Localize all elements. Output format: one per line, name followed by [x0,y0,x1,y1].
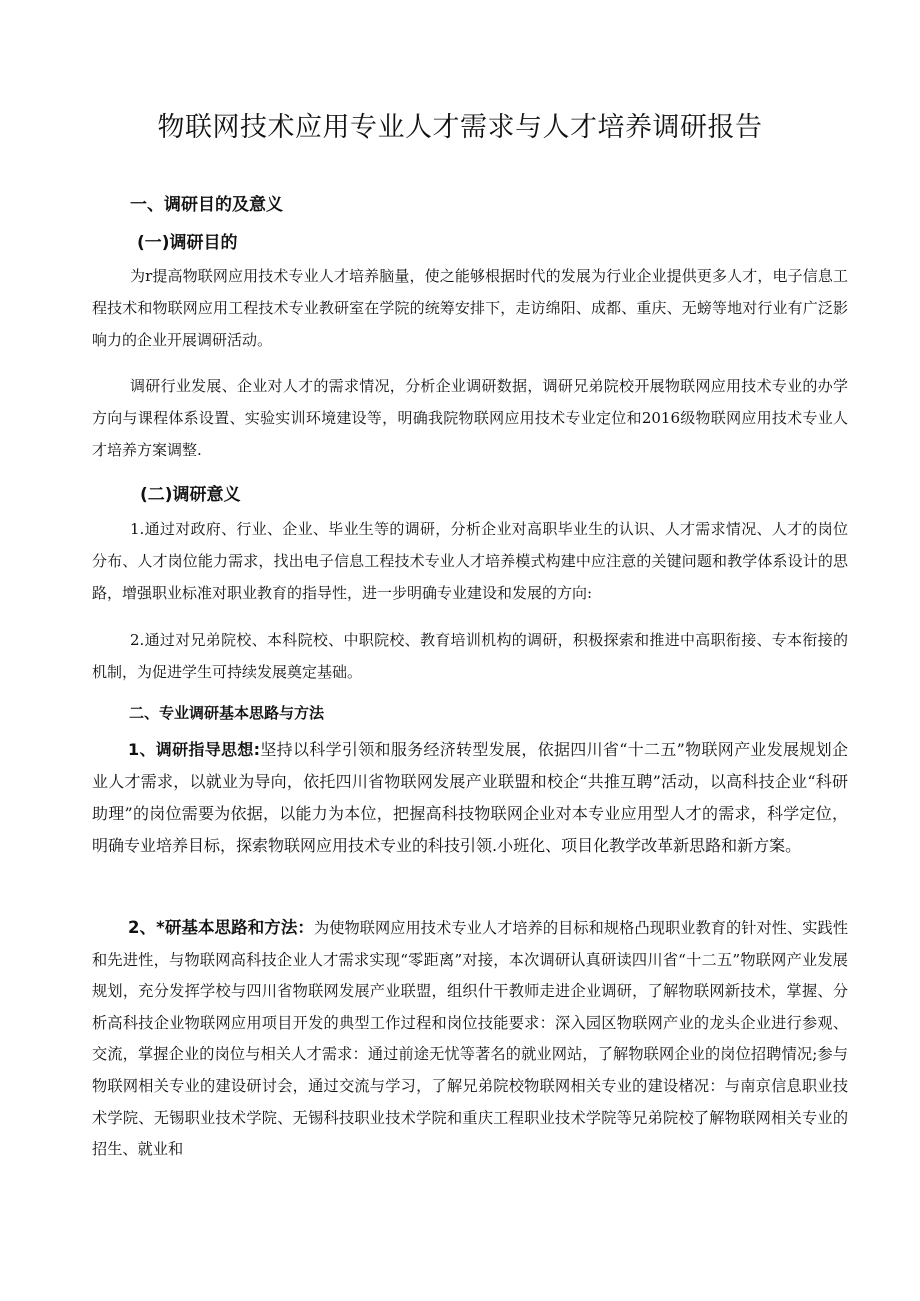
section-heading-approach-methods: 二、专业调研基本思路与方法 [129,704,325,722]
paragraph-guiding-idea [92,734,848,862]
paragraph-lead-guiding-idea: 1、调研指导思想: [128,740,261,759]
paragraph-significance-2: 2.通过对兄弟院校、本科院校、中职院校、教育培训机构的调研，积极探索和推进中高职衔接、专本衔接的机制，为促进学生可持续发展奠定基础。 [92,631,848,681]
paragraph-body-guiding-idea: 坚持以科学引领和服务经济转型发展，依据四川省“十二五”物联网产业发展规划企业人才需求，以就业为导向，依托四川省物联网发展产业联盟和校企“共推互聘”活动，以高科技企业“科研助理”的岗位需要为依据，以能力为本位，把握高科技物联网企业对本专业应用型人才的需求，科学定位，明确专业培养目标，探索物联网应用技术专业的科技引领.小班化、项目化教学改革新思路和新方案。 [92,740,848,855]
paragraph-lead-approach-methods: 2、*研基本思路和方法： [128,918,314,937]
paragraph-approach-methods [92,912,848,1202]
subheading-purpose: (一)调研目的 [137,233,238,253]
subheading-significance: (二)调研意义 [140,485,241,505]
paragraph-purpose-intro: 为r提高物联网应用技术专业人才培养脑量，使之能够根据时代的发展为行业企业提供更多人才，电子信息工程技术和物联网应用工程技术专业教研室在学院的统筹安排下，走访绵阳、成都、重庆、无螃等地对行业有广泛影响力的企业开展调研活动。 [92,267,848,349]
section-heading-purpose-significance: 一、调研目的及意义 [130,195,283,215]
paragraph-body-approach-methods: 为使物联网应用技术专业人才培养的目标和规格凸现职业教育的针对性、实践性和先进性，与物联网高科技企业人才需求实现“零距离”对接，本次调研认真研读四川省“十二五”物联网产业发展规划，充分发挥学校与四川省物联网发展产业联盟，组织什干教师走进企业调研，了解物联网新技术，掌握、分析高科技企业物联网应用项目开发的典型工作过程和岗位技能要求：深入园区物联网产业的龙头企业进行参观、交流，掌握企业的岗位与相关人才需求：通过前途无忧等著名的就业网站，了解物联网企业的岗位招聘情况;参与物联网相关专业的建设研讨会，通过交流与学习，了解兄弟院校物联网相关专业的建设楮况：与南京信息职业技术学院、无锡职业技术学院、无锡科技职业技术学院和重庆工程职业技术学院等兄弟院校了解物联网相关专业的招生、就业和 [92,919,848,1159]
paragraph-purpose-details: 调研行业发展、企业对人才的需求情况，分析企业调研数据，调研兄弟院校开展物联网应用技术专业的办学方向与课程体系设置、实验实训环境建设等，明确我院物联网应用技术专业定位和2016级物联网应用技术专业人才培养方案调整. [92,377,848,459]
document-title: 物联网技术应用专业人才需求与人才培养调研报告 [157,112,763,143]
paragraph-significance-1: 1.通过对政府、行业、企业、毕业生等的调研，分析企业对高职毕业生的认识、人才需求情况、人才的岗位分布、人才岗位能力需求，找出电子信息工程技术专业人才培养模式构建中应注意的关键问题和教学体系设计的思路，增强职业标准对职业教育的指导性，进一步明确专业建设和发展的方向: [92,520,848,602]
